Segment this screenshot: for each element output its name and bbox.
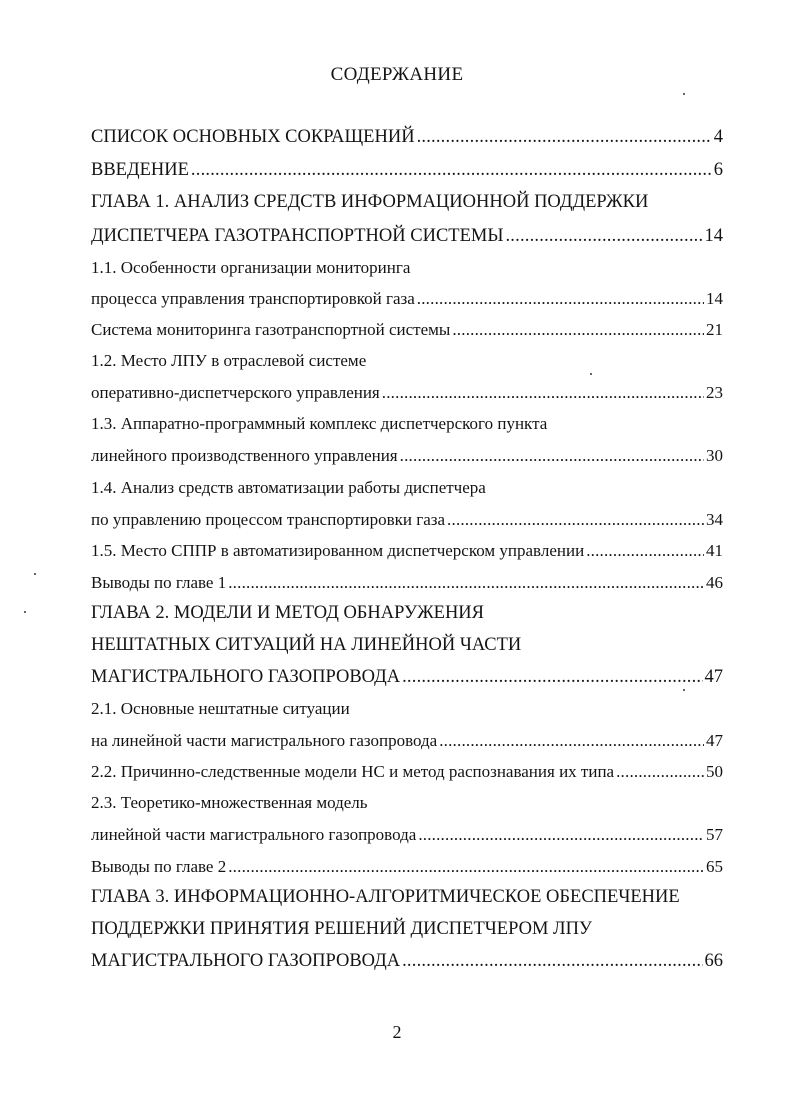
toc-entry-text: ВВЕДЕНИЕ: [91, 160, 189, 180]
toc-entry-page: 47: [706, 731, 723, 750]
toc-entry-page: 14: [704, 226, 723, 246]
toc-entry-heading[interactable]: [91, 885, 731, 909]
toc-entry-text: процесса управления транспортировкой газа: [91, 289, 415, 308]
toc-entry-text: по управлению процессом транспортировки газа: [91, 510, 446, 529]
toc-leader-dots: [452, 318, 704, 342]
toc-entry-page: 46: [706, 573, 723, 592]
toc-leader-dots: [191, 158, 712, 182]
toc-entry[interactable]: [91, 224, 723, 248]
toc-entry-page: 23: [706, 383, 723, 402]
toc-entry[interactable]: [91, 508, 723, 532]
toc-entry-page: 66: [704, 951, 723, 971]
toc-entry-heading[interactable]: [91, 476, 723, 500]
toc-entry-text: Выводы по главе 1: [91, 573, 227, 592]
toc-entry-page: 4: [713, 127, 723, 147]
toc-entry[interactable]: [91, 665, 723, 689]
toc-entry[interactable]: [91, 571, 723, 595]
toc-entry-page: 41: [706, 541, 723, 560]
toc-entry-text: СПИСОК ОСНОВНЫХ СОКРАЩЕНИЙ: [91, 127, 415, 147]
page-number: 2: [392, 1022, 402, 1042]
toc-entry[interactable]: [91, 318, 723, 342]
toc-title: СОДЕРЖАНИЕ: [330, 64, 464, 85]
toc-entry[interactable]: [91, 125, 723, 149]
toc-entry-heading[interactable]: [91, 697, 723, 721]
toc-entry-heading[interactable]: [91, 190, 731, 214]
toc-entry-text: 1.3. Аппаратно-программный комплекс диспетчерского пункта: [91, 414, 548, 433]
toc-entry[interactable]: [91, 444, 723, 468]
scan-speck: [24, 611, 26, 613]
toc-entry[interactable]: [91, 158, 723, 182]
toc-entry-heading[interactable]: [91, 256, 723, 280]
toc-leader-dots: [586, 539, 704, 563]
toc-entry-text: МАГИСТРАЛЬНОГО ГАЗОПРОВОДА: [91, 951, 401, 971]
toc-entry-text: оперативно-диспетчерского управления: [91, 383, 380, 402]
toc-entry-page: 6: [713, 160, 723, 180]
toc-entry-heading[interactable]: [91, 791, 723, 815]
toc-entry-text: линейной части магистрального газопровода: [91, 825, 417, 844]
toc-entry[interactable]: [91, 539, 723, 563]
toc-entry-text: НЕШТАТНЫХ СИТУАЦИЙ НА ЛИНЕЙНОЙ ЧАСТИ: [91, 635, 522, 655]
toc-leader-dots: [400, 444, 704, 468]
toc-leader-dots: [382, 381, 704, 405]
toc-leader-dots: [402, 665, 702, 689]
toc-entry-heading[interactable]: [91, 601, 723, 625]
toc-entry-page: 65: [706, 857, 723, 876]
toc-entry-heading[interactable]: [91, 349, 723, 373]
toc-entry-text: 2.2. Причинно-следственные модели НС и метод распознавания их типа: [91, 762, 615, 781]
toc-entry-text: 2.1. Основные нештатные ситуации: [91, 699, 350, 718]
toc-leader-dots: [418, 823, 704, 847]
toc-entry[interactable]: [91, 729, 723, 753]
toc-entry-text: Система мониторинга газотранспортной системы: [91, 320, 451, 339]
toc-entry-text: ГЛАВА 2. МОДЕЛИ И МЕТОД ОБНАРУЖЕНИЯ: [91, 603, 485, 623]
toc-entry-page: 21: [706, 320, 723, 339]
toc-leader-dots: [228, 571, 704, 595]
scan-speck: [683, 93, 685, 95]
toc-entry-heading[interactable]: [91, 412, 723, 436]
toc-leader-dots: [616, 760, 704, 784]
toc-leader-dots: [417, 125, 712, 149]
toc-entry-page: 34: [706, 510, 723, 529]
toc-entry-page: 57: [706, 825, 723, 844]
toc-entry-page: 30: [706, 446, 723, 465]
toc-entry[interactable]: [91, 855, 723, 879]
toc-entry-text: ДИСПЕТЧЕРА ГАЗОТРАНСПОРТНОЙ СИСТЕМЫ: [91, 226, 504, 246]
toc-entry-page: 47: [704, 667, 723, 687]
scan-speck: [590, 373, 592, 375]
toc-entry-text: на линейной части магистрального газопровода: [91, 731, 438, 750]
toc-entry[interactable]: [91, 760, 723, 784]
toc-entry-text: ГЛАВА 1. АНАЛИЗ СРЕДСТВ ИНФОРМАЦИОННОЙ ПОДДЕРЖКИ: [91, 192, 649, 212]
toc-entry-text: Выводы по главе 2: [91, 857, 227, 876]
scan-speck: [683, 689, 685, 691]
toc-entry[interactable]: [91, 949, 723, 973]
toc-entry-text: ГЛАВА 3. ИНФОРМАЦИОННО-АЛГОРИТМИЧЕСКОЕ ОБЕСПЕЧЕНИЕ: [91, 887, 680, 907]
toc-entry[interactable]: [91, 287, 723, 311]
toc-entry-heading[interactable]: [91, 917, 723, 941]
scan-speck: [34, 573, 36, 575]
toc-entry-text: МАГИСТРАЛЬНОГО ГАЗОПРОВОДА: [91, 667, 401, 687]
toc-entry[interactable]: [91, 381, 723, 405]
toc-leader-dots: [447, 508, 704, 532]
toc-entry-text: ПОДДЕРЖКИ ПРИНЯТИЯ РЕШЕНИЙ ДИСПЕТЧЕРОМ ЛПУ: [91, 919, 593, 939]
toc-entry-text: 1.4. Анализ средств автоматизации работы диспетчера: [91, 478, 486, 497]
toc-entry-text: 2.3. Теоретико-множественная модель: [91, 793, 368, 812]
toc-entry-text: 1.1. Особенности организации мониторинга: [91, 258, 411, 277]
toc-entry-page: 14: [706, 289, 723, 308]
toc-entry-text: линейного производственного управления: [91, 446, 398, 465]
toc-leader-dots: [505, 224, 702, 248]
toc-entry-page: 50: [706, 762, 723, 781]
toc-entry-heading[interactable]: [91, 633, 723, 657]
toc-entry-text: 1.2. Место ЛПУ в отраслевой системе: [91, 351, 367, 370]
toc-leader-dots: [417, 287, 704, 311]
toc-leader-dots: [228, 855, 704, 879]
toc-entry[interactable]: [91, 823, 723, 847]
toc-leader-dots: [402, 949, 702, 973]
toc-entry-text: 1.5. Место СППР в автоматизированном диспетчерском управлении: [91, 541, 585, 560]
toc-leader-dots: [439, 729, 704, 753]
